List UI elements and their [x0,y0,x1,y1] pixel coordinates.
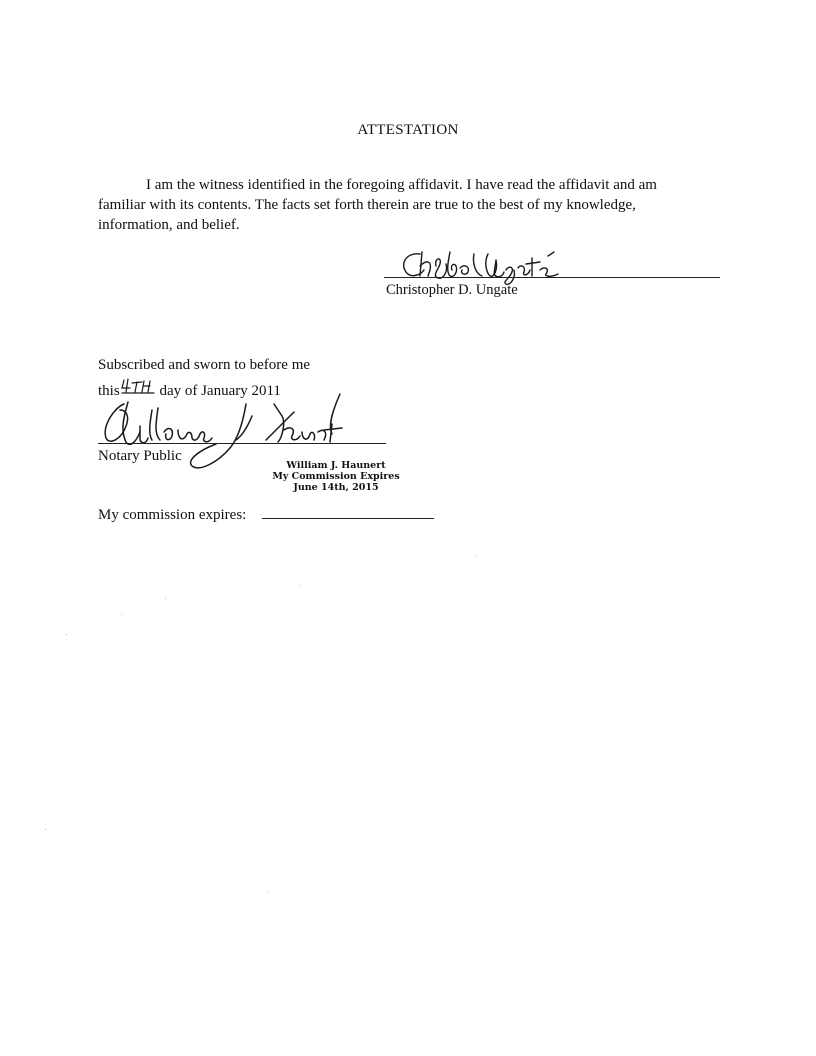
scan-speck [165,598,166,599]
scan-speck [267,892,268,893]
stamp-commission-line: My Commission Expires [272,471,400,482]
witness-signature-line [384,277,720,278]
subscribed-sworn-line: Subscribed and sworn to before me [98,357,311,373]
scan-speck [475,556,476,557]
scan-speck [66,634,67,635]
stamp-expiry-date: June 14th, 2015 [293,482,379,493]
notary-public-label: Notary Public [98,448,182,464]
paragraph-line: information, and belief. [98,217,240,233]
scan-speck [300,585,301,586]
witness-name: Christopher D. Ungate [386,282,518,298]
day-suffix: day of January 2011 [159,383,281,399]
attestation-paragraph [98,175,720,235]
paragraph-line: I am the witness identified in the foregoing affidavit. I have read the affidavit and am [146,177,657,193]
notary-stamp [272,460,400,493]
notary-signature-line [98,443,386,444]
commission-expires-label: My commission expires: [98,507,247,523]
commission-expiry-blank [262,518,434,519]
document-title: ATTESTATION [357,122,459,138]
paragraph-line: familiar with its contents. The facts set forth therein are true to the best of my knowledge, [98,197,636,213]
scan-speck [45,829,46,830]
scan-speck [121,614,122,615]
day-prefix: this [98,383,120,399]
stamp-name: William J. Haunert [286,460,386,471]
